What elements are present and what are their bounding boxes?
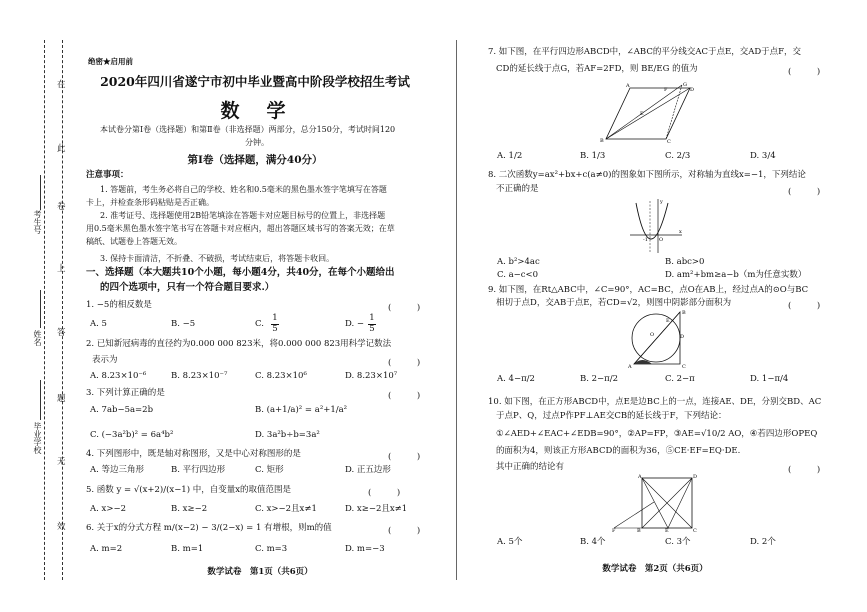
notice-line: 2. 准考证号、选择题使用2B铅笔填涂在答题卡对应题目标号的位置上，非选择题 bbox=[100, 211, 386, 220]
q8-option-d: D. am²+bm≥a−b（m为任意实数） bbox=[665, 270, 807, 280]
question-9-cont: 相切于点D，交AB于点E，若CD=√2，则图中阴影部分面积为 bbox=[496, 298, 732, 308]
q2-option-a: A. 8.23×10⁻⁶ bbox=[90, 371, 147, 381]
notice-line: 卡上，并检查条形码粘贴是否正确。 bbox=[86, 198, 214, 207]
notice-line: 1. 答题前，考生务必将自己的学校、姓名和0.5毫米的黑色墨水签字笔填写在答题 bbox=[100, 185, 387, 194]
q1-d-numerator: 1 bbox=[369, 313, 375, 323]
svg-text:O: O bbox=[650, 332, 655, 338]
q3-option-a: A. 7ab−5a=2b bbox=[90, 405, 154, 415]
school-field-label: 毕业学校 bbox=[33, 422, 42, 454]
q9-option-c: C. 2−π bbox=[665, 374, 695, 384]
margin-word: 此 bbox=[57, 144, 66, 154]
school-line bbox=[40, 380, 41, 420]
question-4: 4. 下列图形中，既是轴对称图形，又是中心对称图形的是 bbox=[86, 449, 301, 459]
svg-text:E: E bbox=[665, 528, 669, 532]
question-10-statements: ①∠AED+∠EAC+∠EDB=90°，②AP=FP，③AE=√10/2 AO，④若四边形OPEQ bbox=[496, 429, 818, 439]
notice-line: 3. 保持卡面清洁，不折叠、不破损，考试结束后，将答题卡收回。 bbox=[100, 254, 335, 263]
page-footer-right: 数学试卷 第2页（共6页） bbox=[602, 564, 708, 574]
svg-text:x: x bbox=[679, 229, 682, 235]
name-field-label: 姓名 bbox=[33, 330, 42, 346]
svg-text:F: F bbox=[664, 87, 668, 93]
question-10-ask: 其中正确的结论有 bbox=[496, 462, 565, 472]
answer-paren: ( ) bbox=[388, 303, 421, 313]
question-2-cont: 表示为 bbox=[92, 355, 118, 365]
svg-text:B: B bbox=[637, 528, 641, 532]
q4-option-b: B. 平行四边形 bbox=[171, 465, 226, 475]
svg-text:-1: -1 bbox=[643, 237, 648, 243]
q10-option-b: B. 4个 bbox=[580, 537, 606, 547]
margin-word: 无 bbox=[57, 457, 66, 467]
q9-option-d: D. 1−π/4 bbox=[750, 374, 789, 384]
question-10-cont: 于点P、Q，过点P作PF⊥AE交CB的延长线于F，下列结论： bbox=[496, 411, 727, 421]
q5-option-d: D. x≥−2且x≠1 bbox=[345, 504, 408, 514]
section1-heading: 一、选择题（本大题共10个小题，每小题4分，共40分，在每个小题给出 bbox=[86, 267, 395, 278]
q9-circle-triangle-figure bbox=[622, 308, 688, 370]
q2-option-d: D. 8.23×10⁷ bbox=[345, 371, 398, 381]
svg-text:A: A bbox=[628, 364, 632, 370]
intro-line-1: 本试卷分第Ⅰ卷（选择题）和第Ⅱ卷（非选择题）两部分，总分150分，考试时间120 bbox=[100, 125, 396, 134]
notice-line: 稿纸、试题卷上答题无效。 bbox=[86, 237, 182, 246]
question-8-cont: 不正确的是 bbox=[496, 184, 539, 194]
q3-option-c: C. (−3a²b)² = 6a⁴b² bbox=[90, 430, 174, 440]
q1-option-b: B. −5 bbox=[171, 319, 196, 329]
q6-option-c: C. m=3 bbox=[255, 544, 288, 554]
subject-title: 数 学 bbox=[220, 100, 290, 122]
answer-paren: ( ) bbox=[388, 526, 421, 536]
question-5: 5. 函数 y = √(x+2)/(x−1) 中，自变量x的取值范围是 bbox=[86, 485, 292, 495]
question-6: 6. 关于x的分式方程 m/(x−2) − 3/(2−x) = 1 有增根，则m的值 bbox=[86, 523, 332, 533]
question-9: 9. 如下图，在Rt△ABC中，∠C=90°，AC=BC，点O在AB上，经过点A的⊙O与BC bbox=[488, 285, 809, 295]
intro-line-2: 分钟。 bbox=[245, 138, 269, 147]
question-8: 8. 二次函数y=ax²+bx+c(a≠0)的图象如下图所示，对称轴为直线x=−1，下列结论 bbox=[488, 170, 806, 180]
svg-text:D: D bbox=[690, 87, 695, 93]
q9-option-b: B. 2−π/2 bbox=[580, 374, 619, 384]
page-divider bbox=[456, 40, 457, 580]
answer-paren: ( ) bbox=[788, 67, 821, 77]
q8-option-c: C. a−c<0 bbox=[497, 270, 539, 280]
svg-text:D: D bbox=[680, 334, 685, 340]
q10-option-a: A. 5个 bbox=[497, 537, 523, 547]
margin-word: 卷 bbox=[57, 202, 66, 212]
q10-option-c: C. 3个 bbox=[665, 537, 691, 547]
q1-option-c: C. bbox=[255, 319, 264, 329]
answer-paren: ( ) bbox=[388, 391, 421, 401]
q8-parabola-graph bbox=[628, 197, 684, 255]
page-footer-left: 数学试卷 第1页（共6页） bbox=[207, 567, 313, 577]
exam-title: 2020年四川省遂宁市初中毕业暨高中阶段学校招生考试 bbox=[100, 74, 410, 89]
question-3: 3. 下列计算正确的是 bbox=[86, 388, 165, 398]
q4-option-a: A. 等边三角形 bbox=[90, 465, 145, 475]
question-1: 1. −5的相反数是 bbox=[86, 300, 152, 310]
q1-c-numerator: 1 bbox=[272, 313, 278, 323]
margin-word: 在 bbox=[57, 80, 66, 90]
answer-paren: ( ) bbox=[788, 301, 821, 311]
svg-text:y: y bbox=[660, 199, 663, 205]
part-title: 第Ⅰ卷（选择题，满分40分） bbox=[187, 154, 323, 166]
svg-text:E: E bbox=[666, 318, 670, 324]
q8-option-a: A. b²>4ac bbox=[497, 257, 540, 267]
secret-label: 绝密★启用前 bbox=[88, 57, 133, 66]
answer-paren: ( ) bbox=[788, 465, 821, 475]
answer-paren: ( ) bbox=[388, 358, 421, 368]
q9-option-a: A. 4−π/2 bbox=[497, 374, 535, 384]
binding-dashed-line-right bbox=[62, 40, 63, 580]
svg-text:C: C bbox=[682, 364, 686, 370]
svg-text:E: E bbox=[640, 111, 644, 117]
candidate-number-field-label: 考生号 bbox=[33, 210, 42, 234]
question-10: 10. 如下图，在正方形ABCD中，点E是边BC上的一点，连接AE、DE，分别交BD、AC bbox=[488, 397, 822, 407]
q6-option-b: B. m=1 bbox=[171, 544, 204, 554]
q4-option-c: C. 矩形 bbox=[255, 465, 284, 475]
q1-d-denominator: 5 bbox=[369, 324, 375, 334]
q6-option-d: D. m=−3 bbox=[345, 544, 385, 554]
q1-option-a: A. 5 bbox=[90, 319, 107, 329]
svg-text:B: B bbox=[600, 138, 604, 144]
q2-option-b: B. 8.23×10⁻⁷ bbox=[171, 371, 228, 381]
question-2: 2. 已知新冠病毒的直径约为0.000 000 823米，将0.000 000 823用科学记数法 bbox=[86, 339, 392, 349]
margin-word: 上 bbox=[57, 264, 66, 274]
q5-option-a: A. x>−2 bbox=[90, 504, 126, 514]
margin-word: 答 bbox=[57, 328, 66, 338]
q1-option-d: D. − bbox=[345, 319, 365, 329]
question-7-cont: CD的延长线于点G，若AF=2FD，则 BE/EG 的值为 bbox=[496, 64, 698, 74]
svg-text:F: F bbox=[612, 528, 616, 532]
candidate-number-line bbox=[40, 175, 41, 210]
q7-option-a: A. 1/2 bbox=[497, 151, 523, 161]
q8-option-b: B. abc>0 bbox=[665, 257, 705, 267]
q5-option-c: C. x>−2且x≠1 bbox=[255, 504, 317, 514]
svg-text:B: B bbox=[682, 310, 686, 316]
q3-option-b: B. (a+1/a)² = a²+1/a² bbox=[255, 405, 348, 415]
q7-option-d: D. 3/4 bbox=[750, 151, 776, 161]
q3-option-d: D. 3a²b÷b=3a² bbox=[255, 430, 320, 440]
binding-dashed-line-left bbox=[44, 40, 45, 580]
svg-text:C: C bbox=[667, 139, 671, 144]
question-7: 7. 如下图，在平行四边形ABCD中，∠ABC的平分线交AC于点E，交AD于点F，交 bbox=[488, 47, 802, 57]
notice-title: 注意事项： bbox=[86, 170, 129, 180]
q7-option-c: C. 2/3 bbox=[665, 151, 691, 161]
q1-c-denominator: 5 bbox=[272, 324, 278, 334]
answer-paren: ( ) bbox=[368, 488, 401, 498]
q7-parallelogram-figure bbox=[598, 82, 698, 144]
svg-text:A: A bbox=[626, 83, 630, 89]
question-10-statements-cont: 的面积为4，则该正方形ABCD的面积为36，⑤CE·EF=EQ·DE. bbox=[496, 446, 741, 456]
q4-option-d: D. 正五边形 bbox=[345, 465, 391, 475]
answer-paren: ( ) bbox=[788, 187, 821, 197]
name-line bbox=[40, 290, 41, 328]
answer-paren: ( ) bbox=[388, 452, 421, 462]
notice-line: 用0.5毫米黑色墨水签字笔书写在答题卡对应框内，超出答题区域书写的答案无效；在草 bbox=[86, 224, 395, 233]
q6-option-a: A. m=2 bbox=[90, 544, 123, 554]
svg-text:D: D bbox=[693, 474, 698, 480]
q10-option-d: D. 2个 bbox=[750, 537, 776, 547]
q10-square-figure bbox=[612, 474, 708, 532]
q7-option-b: B. 1/3 bbox=[580, 151, 606, 161]
margin-word: 题 bbox=[57, 394, 66, 404]
svg-text:G: G bbox=[683, 82, 687, 88]
svg-text:A: A bbox=[638, 474, 642, 480]
q5-option-b: B. x≥−2 bbox=[171, 504, 208, 514]
section1-heading-cont: 的四个选项中，只有一个符合题目要求.） bbox=[100, 282, 275, 293]
margin-word: 效 bbox=[57, 522, 66, 532]
svg-text:O: O bbox=[659, 237, 664, 243]
q2-option-c: C. 8.23×10⁶ bbox=[255, 371, 307, 381]
svg-text:C: C bbox=[693, 528, 697, 532]
